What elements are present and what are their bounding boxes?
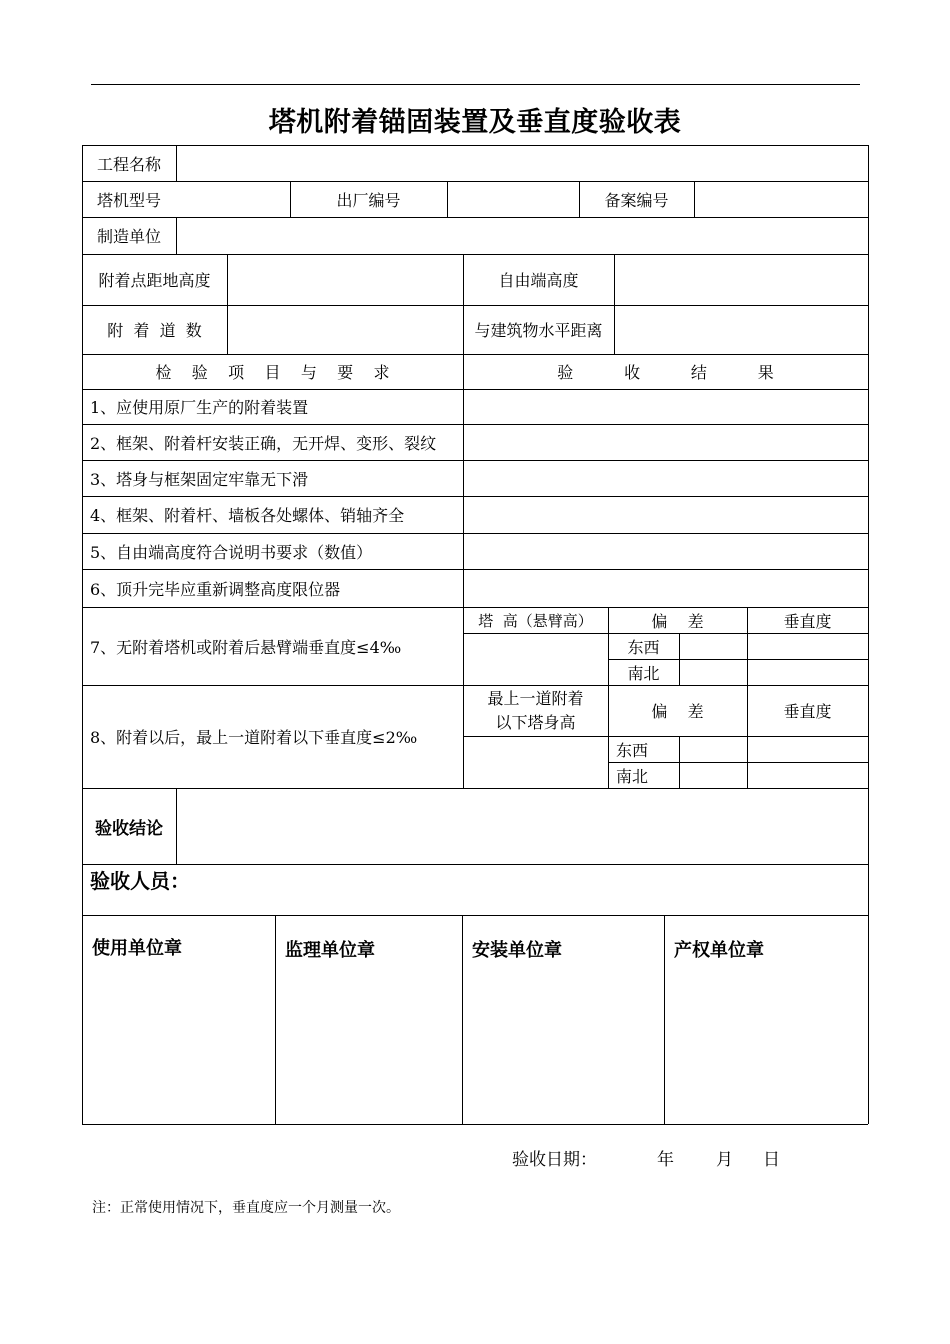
personnel-field[interactable]: [400, 865, 867, 914]
item-8-height-label-line2: 以下塔身高: [495, 712, 576, 732]
conclusion-label: 验收结论: [95, 818, 163, 839]
item-7-ew-deviation[interactable]: [680, 634, 746, 658]
item-8-ew-verticality[interactable]: [748, 737, 867, 761]
conclusion-field[interactable]: [177, 789, 867, 863]
item-7-tower-height-field[interactable]: [464, 634, 607, 684]
item-6-result[interactable]: [464, 570, 867, 606]
header-results: 验 收 结 果: [557, 363, 774, 382]
crane-model-field[interactable]: [177, 182, 289, 216]
factory-no-field[interactable]: [448, 182, 578, 216]
item-7-east-west: 东西: [627, 637, 660, 657]
item-2: 2、框架、附着杆安装正确，无开焊、变形、裂纹: [90, 433, 437, 453]
item-3-result[interactable]: [464, 461, 867, 495]
item-8-east-west: 东西: [616, 740, 649, 760]
item-8-height-label-line1: 最上一道附着: [487, 688, 584, 708]
item-4-result[interactable]: [464, 497, 867, 532]
personnel-label: 验收人员：: [90, 868, 190, 893]
item-7-tower-height-label: 塔 高（悬臂高）: [478, 611, 593, 630]
label-project-name: 工程名称: [96, 154, 161, 174]
item-8-deviation-label: 偏 差: [651, 702, 704, 721]
item-8-verticality-label: 垂直度: [783, 702, 832, 721]
label-crane-model: 塔机型号: [96, 190, 161, 210]
item-1-result[interactable]: [464, 390, 867, 423]
date-day: 日: [763, 1150, 780, 1170]
header-inspection-items: 检 验 项 目 与 要 求: [155, 363, 390, 382]
item-8-north-south: 南北: [616, 766, 649, 786]
item-7-deviation-label: 偏 差: [651, 611, 704, 631]
item-7-ew-verticality[interactable]: [748, 634, 867, 658]
label-horizontal-distance: 与建筑物水平距离: [474, 321, 603, 340]
label-manufacturer: 制造单位: [96, 227, 161, 246]
label-free-end-height: 自由端高度: [498, 271, 579, 290]
label-factory-no: 出厂编号: [336, 190, 401, 210]
date-year: 年: [657, 1150, 674, 1170]
item-7: 7、无附着塔机或附着后悬臂端垂直度≤4‰: [90, 637, 402, 657]
footnote: 注：正常使用情况下，垂直度应一个月测量一次。: [92, 1200, 400, 1216]
item-7-ns-verticality[interactable]: [748, 660, 867, 684]
item-4: 4、框架、附着杆、墙板各处螺体、销轴齐全: [90, 506, 405, 525]
record-no-field[interactable]: [695, 182, 867, 216]
item-7-north-south: 南北: [627, 663, 660, 683]
item-5-result[interactable]: [464, 534, 867, 568]
seal-user-unit: 使用单位章: [92, 938, 182, 959]
seal-supervisor-unit: 监理单位章: [285, 940, 375, 961]
item-7-verticality-label: 垂直度: [783, 611, 832, 631]
label-attach-count: 附 着 道 数: [107, 321, 202, 340]
label-record-no: 备案编号: [604, 190, 669, 210]
header-rule: [91, 84, 860, 85]
manufacturer-field[interactable]: [177, 218, 867, 253]
item-7-ns-deviation[interactable]: [680, 660, 746, 684]
item-2-result[interactable]: [464, 425, 867, 459]
seal-owner-unit: 产权单位章: [674, 940, 764, 961]
item-8-ew-deviation[interactable]: [680, 737, 746, 761]
item-3: 3、塔身与框架固定牢靠无下滑: [90, 469, 309, 489]
item-6: 6、顶升完毕应重新调整高度限位器: [90, 579, 341, 599]
date-label: 验收日期：: [512, 1150, 597, 1170]
item-5: 5、自由端高度符合说明书要求（数值）: [90, 542, 373, 562]
seal-installer-unit: 安装单位章: [472, 940, 562, 961]
attach-count-field[interactable]: [228, 306, 462, 353]
label-attach-height: 附着点距地高度: [98, 271, 211, 290]
date-month: 月: [716, 1150, 733, 1170]
item-8: 8、附着以后，最上一道附着以下垂直度≤2‰: [90, 728, 418, 747]
item-8-height-field[interactable]: [464, 737, 607, 787]
project-name-field[interactable]: [177, 146, 867, 180]
item-1: 1、应使用原厂生产的附着装置: [90, 398, 309, 417]
page-title: 塔机附着锚固装置及垂直度验收表: [268, 107, 682, 138]
item-8-ns-deviation[interactable]: [680, 763, 746, 787]
horizontal-distance-field[interactable]: [615, 306, 867, 353]
item-8-ns-verticality[interactable]: [748, 763, 867, 787]
free-end-height-field[interactable]: [615, 255, 867, 304]
item-8-height-label: [463, 685, 608, 736]
attach-height-field[interactable]: [228, 255, 462, 304]
